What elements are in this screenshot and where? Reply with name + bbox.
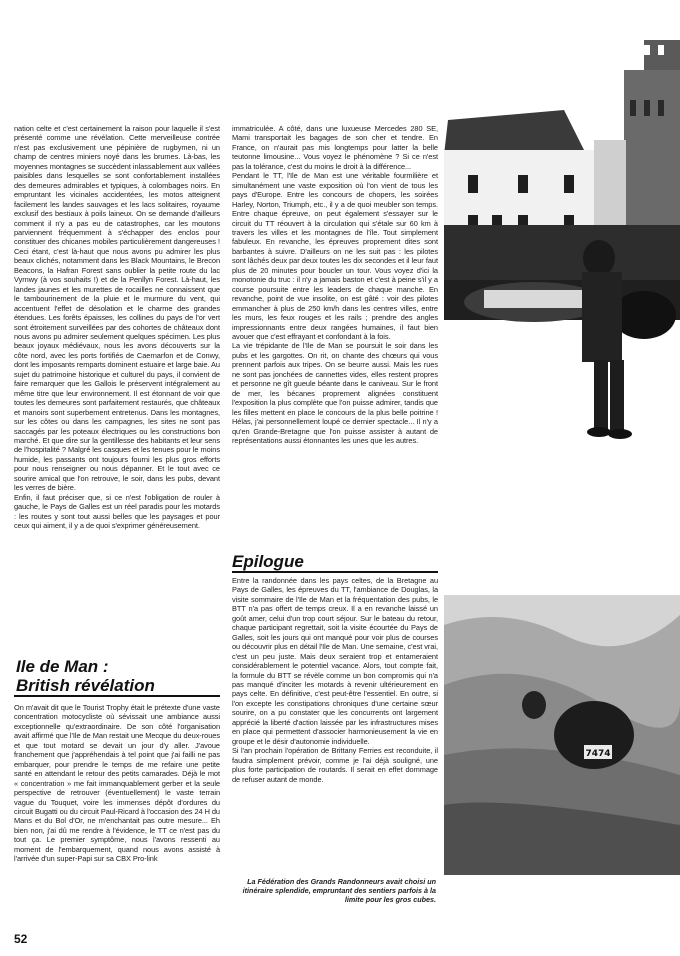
article-column-1-bottom (14, 703, 220, 864)
column-2b-paragraph-2: Si l'an prochain l'opération de Brittany Ferries est reconduite, il faudra simplement prévoir, comme je l'ai déjà souligné, une plus forte participation de routards. Il serait en effet dommage de refuser autant de monde. (232, 746, 438, 784)
column-1b-paragraph: On m'avait dit que le Tourist Trophy était le prétexte d'une vaste concentration motocycliste où sévissait une ambiance aussi exceptionnelle qu'extraordinaire. De son côté l'organisation avait affirmé que l'Ile de Man restait une Mecque du deux-roues et que tout motard se devait un jour d'y aller. J'avoue franchement que j'appréhendais à tel point que j'ai failli ne pas embarquer, pour prendre le temps de me refaire une petite santé en attendant le retour des petits camarades. Déjà le mot « concentration » me fait immanquablement gerber et la seule perspective de retrouver (éventuellement) le vaste terrain vague du Touquet, voire les immenses dépôt d'ordures du circuit Bugatti ou du circuit Paul-Ricard à l'occasion des 24 H du Mans et du Bol d'Or, ne m'enchantait pas outre mesure... Eh bien non, j'ai dû me rendre à l'évidence, le TT ce n'est pas du tout ça. Le premier symptôme, nous l'avons ressenti au moment de l'embarquement, quand nous avons assisté à l'arrivée d'un super-Papi sur sa CBX Pro-link (14, 703, 220, 864)
photo-castle-street (444, 40, 680, 500)
heading-underline (14, 695, 220, 697)
column-1-paragraph: nation celte et c'est certainement la raison pour laquelle il s'est présenté comme une révélation. Cette merveilleuse contrée n'est pas exclusivement une pépinière de rugbymen, ni un champ de centres miniers noyé dans les brumes. Là-bas, les moyennes montagnes se succèdent inlassablement aux vallées paisibles dans lesquelles se sont confortablement installées des demeures admirables et typiques, à colombages noirs. En empruntant les vicinales accidentées, les motos atteignent facilement les landes sauvages et les lacs solitaires, royaume exclusif des bestiaux à poils laineux. On se demande d'ailleurs comment il n'y a pas eu de catastrophes, car les moutons parviennent fréquemment à s'échapper des enclos pour constituer des chicanes mobiles particulièrement dangereuses ! Ceci étant, c'est là-haut que nous avons pu admirer les plus beaux clichés, notamment dans les Black Mountains, le Brecon Beacons, la Hafran Forest sans oublier la petite route du lac Vyrnwy (à vos souhaits !) et de la Penllyn Forest. Là-haut, les landes jaunes et les murettes de rocailles ne connaissent que le tambourinement de la pluie et le murmure du vent, qui accentuent l'effet de désolation et le charme des grandes étendues. Les forêts épaisses, les collines du pays de l'or vert sont étroitement surveillées par des cohortes de châteaux dont nous avons pu admirer seulement quelques spécimen. Les plus beaux joyaux médiévaux, nous les avons découverts sur la côte nord, avec les ports fortifiés de Caernarfon et de Conwy, dont les imposants remparts dominent estuaire et large baie. Au sujet du patrimoine historique et culturel du pays, il convient de faire remarquer que les Gallois le préservent intégralement au même titre que leur environnement. Il est étonnant de voir que toutes les demeures sont parfaitement restaurés, que châteaux et manoirs sont superbement entretenus. Dans les montagnes, sur les côtes ou dans les campagnes, les sites ne sont pas saccagés par les poteaux électriques ou les constructions bon marché. Et que dire sur la gentillesse des habitants et leur sens de l'hospitalité ? Malgré les casques et les tenues pour le moins humide, les passants ont toujours fourni les plus gros efforts pour nous renseigner ou nous dépanner. Et le tout avec ce sourire amical que l'on retrouve, le soir, dans les pubs, devant les verres de bière. (14, 124, 220, 493)
article-column-2 (232, 124, 438, 445)
license-plate: 7474 (585, 749, 611, 759)
heading-line-1: Ile de Man : (16, 657, 109, 676)
column-2b-paragraph: Entre la randonnée dans les pays celtes, de la Bretagne au Pays de Galles, les épreuves du TT, l'ambiance de Douglas, la visite sommaire de l'Ile de Man et la fréquentation des pubs, le BTT n'a pas offert de temps creux. Il a en revanche laissé un goût amer, celui d'un trop court séjour. Sur le bateau du retour, chaque participant regrettait, soit la visite écourtée du Pays de Galles, soit les jours qui ont manqué pour voir plus de courses ou découvrir plus en détail l'Ile de Man. Une semaine, c'est vrai, c'est un peu juste. Mais deux seraient trop et entameraient considérablement le potentiel vacance. Alors, tout compte fait, la formule du BTT se révèle comme un bon compromis qui n'a pas manqué d'inciter les motards à revenir ultérieurement en pays celte. En définitive, c'est peut-être l'essentiel. En outre, si l'on excepte les constipations chroniques d'une certaine sœur sourire, on a pu constater que les concurrents ont largement apprécié la liberté d'action laissée par les infrastructures mises en place qui permettent d'associer harmonieusement la vie en groupe et le désir d'autonomie individuelle. (232, 576, 438, 746)
article-column-2-bottom (232, 576, 438, 784)
epilogue-underline (232, 571, 438, 573)
article-column-1 (14, 124, 220, 530)
heading-line-2: British révélation (16, 676, 155, 695)
page-number: 52 (14, 932, 28, 946)
photo-caption: La Fédération des Grands Randonneurs avait choisi un itinéraire splendide, empruntant des sentiers parfois à la limite pour les gros cubes. (242, 877, 436, 905)
column-2-paragraph-2: Pendant le TT, l'Ile de Man est une véritable fourmilière et simultanément une vaste exposition où l'on vient de tous les pays d'Europe. Entre les concours de chopers, les soirées Harley, Norton, Triumph, etc., il y a de quoi meubler son temps. Entre chaque épreuve, on peut également s'essayer sur le circuit du TT réouvert à la circulation qui s'étale sur 60 km à travers les villes et les montagnes de l'île. Tout simplement fabuleux. En revanche, les épreuves proprement dites sont barbantes à suivre. D'ailleurs on ne les suit pas : les pilotes sont lâchés deux par deux toutes les dix secondes et il leur faut plus de 20 minutes pour boucler un tour. Vous voyez d'ici la monotonie du truc : il n'y a jamais baston et c'est à peine s'il y a course poursuite entre les leaders de chaque manche. En revanche, point de vue insolite, on est gâté : voir des pilotes emmancher à plus de 250 km/h dans les centres villes, entre les murs, les feux rouges et les rails ; prendre des angles impressionnants entre deux rangées humaines, il faut bien avouer que c'est effrayant et confondant à la fois. (232, 171, 438, 341)
photo-moorland-riders (444, 595, 680, 875)
column-2-paragraph-3: La vie trépidante de l'Ile de Man se poursuit le soir dans les pubs et les gargottes. On rit, on chante des chœurs qui vous prennent parfois aux tripes. On se beurre aussi. Mais les rues ne sont pas jonchées de cannettes vides, elles restent propres et personne ne gît gueule béante dans le caniveau. Sur le front de mer, les bécanes proprement alignées constituent l'exposition la plus complète que l'on puisse admirer, tandis que les filles mettent en place le concours de la plus belle poitrine ! Hélas, j'ai personnellement loupé ce dernier spectacle... Il n'y a qu'en Grande-Bretagne que l'on puisse assister à autant de représentations aussi étonnantes les unes que les autres. (232, 341, 438, 445)
column-2-paragraph: immatriculée. A côté, dans une luxueuse Mercedes 280 SE, Mami transportait les bagages de son cher et tendre. En France, on n'aurait pas mis longtemps pour latter la belle teutonne limousine... Vous voyez le phénomène ? Si ce n'est pas la tolérance, c'est du moins le droit à la différence... (232, 124, 438, 171)
section-heading-epilogue: Epilogue (232, 552, 304, 571)
column-1-paragraph-2: Enfin, il faut préciser que, si ce n'est l'obligation de rouler à gauche, le Pays de Galles est un réel paradis pour les motards : les routes y sont tout aussi belles que les paysages et pour ceux qui aiment, il y a de quoi s'exprimer généreusement. (14, 492, 220, 531)
section-heading-ile-de-man (16, 657, 155, 695)
